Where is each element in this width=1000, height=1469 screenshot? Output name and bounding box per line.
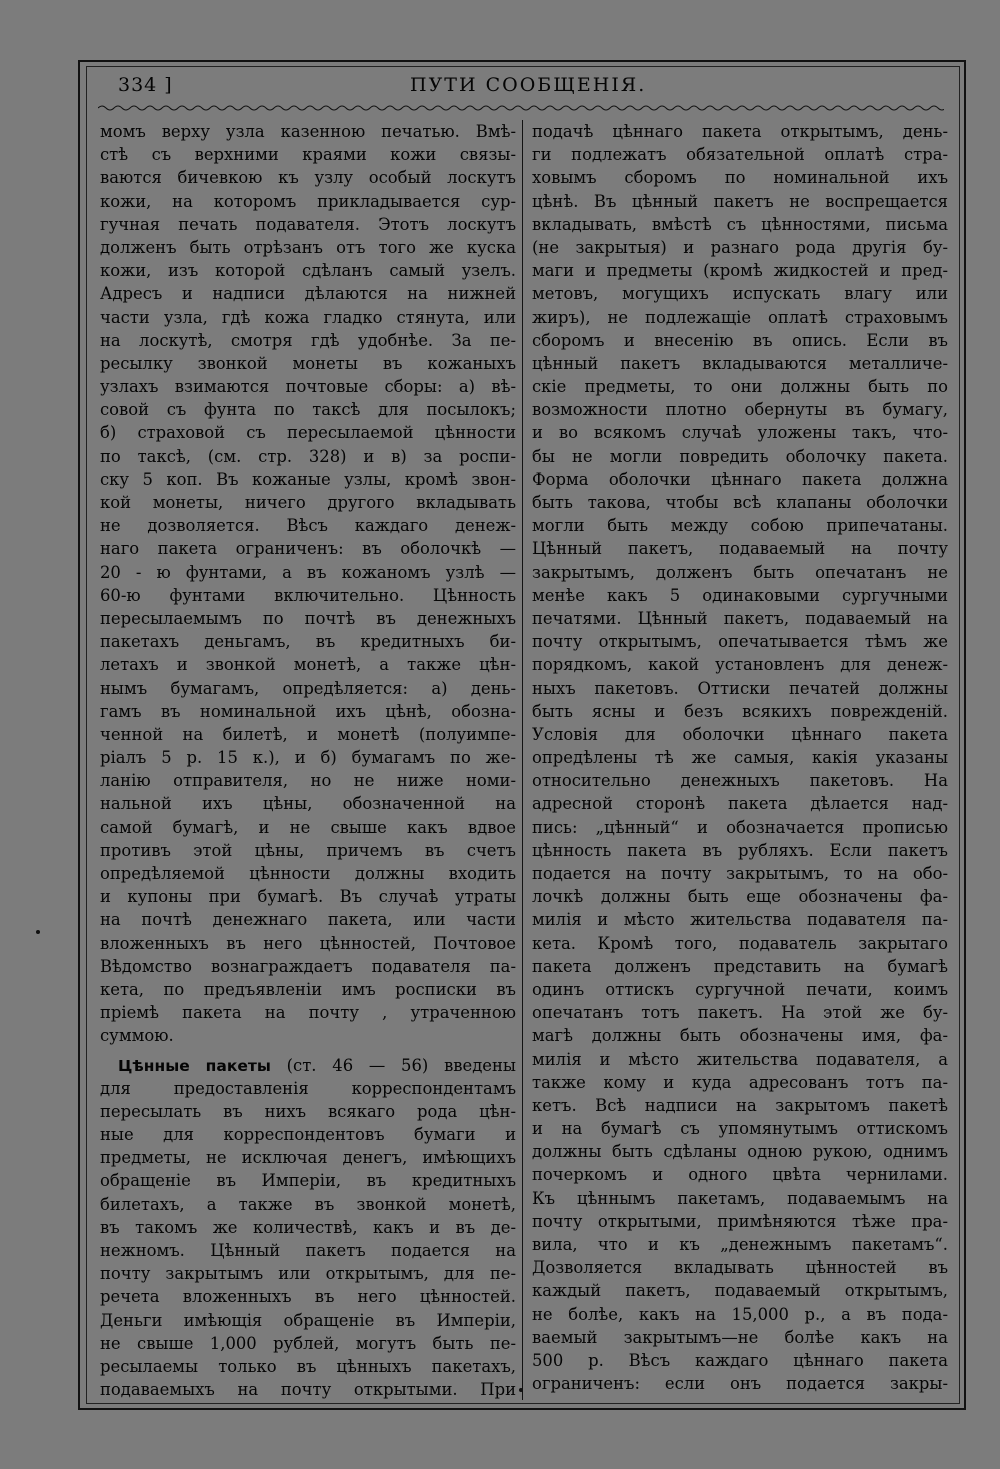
running-header [110,72,940,104]
text-fragment: (ст. 46 — 56) введены [270,1055,516,1075]
speck-mark [36,930,40,934]
text-line: Дозволяется вкладывать цѣнностей въ [532,1258,948,1278]
text-line: въ такомъ же количествѣ, какъ и въ де- [100,1217,516,1237]
text-line: стѣ съ верхними краями кожи связы- [100,145,516,165]
text-line: Вѣдомство вознаграждаетъ подавателя па- [100,956,516,976]
text-line: также кому и куда адресованъ тотъ па- [532,1072,948,1092]
text-line: части узла, гдѣ кожа гладко стянута, или [100,307,516,327]
text-line: ресылаемы только въ цѣнныхъ пакетахъ, [100,1356,516,1376]
text-line: Форма оболочки цѣннаго пакета должна [532,469,948,489]
text-line: пакета долженъ представить на бумагѣ [532,956,948,976]
text-line: ченной на билетѣ, и монетѣ (полуимпе- [100,724,516,744]
text-line: подачѣ цѣннаго пакета открытымъ, день- [532,122,948,141]
text-line: опредѣляемой цѣнности должны входить [100,864,516,883]
text-line: совой съ фунта по таксѣ для посылокъ; [100,400,516,420]
text-line: ховымъ сборомъ по номинальной ихъ [532,168,948,188]
text-line: опредѣлены тѣ же самыя, какія указаны [532,748,948,768]
text-line: милія и мѣсто жительства подавателя, а [532,1049,948,1069]
text-line: пись: „цѣнный“ и обозначается прописью [532,817,948,837]
text-line: жиръ), не подлежащіе оплатѣ страховымъ [532,307,948,327]
text-line: Цѣнный пакетъ, подаваемый на почту [532,539,948,559]
text-line: Условія для оболочки цѣннаго пакета [532,724,948,744]
text-line: цѣнѣ. Въ цѣнный пакетъ не воспрещается [532,191,948,211]
text-line: ваемый закрытымъ—не болѣе какъ на [532,1327,948,1347]
text-line: кой монеты, ничего другого вкладывать [100,493,516,512]
text-line: (не закрытыя) и разнаго рода другія бу- [532,237,948,257]
text-line: не болѣе, какъ на 15,000 р., а въ пода- [532,1304,948,1324]
text-line: на лоскутѣ, смотря гдѣ удобнѣе. За пе- [100,330,516,350]
text-line: на почтѣ денежнаго пакета, или части [100,910,516,930]
text-line: почеркомъ и одного цвѣта чернилами. [532,1165,948,1185]
text-line: ску 5 коп. Въ кожаные узлы, кромѣ звон- [100,469,516,489]
text-line: обращеніе въ Имперіи, въ кредитныхъ [100,1171,516,1191]
text-line: ваются бичевкою къ узлу особый лоскутъ [100,168,516,188]
left-column [100,120,516,1401]
text-line: Деньги имѣющія обращеніе въ Имперіи, [100,1310,516,1330]
running-title: ПУТИ СООБЩЕНІЯ. [410,74,647,96]
page-number: 334 ] [118,74,173,96]
text-line: могли быть между собою припечатаны. [532,516,948,536]
text-line: вкладывать, вмѣстѣ съ цѣнностями, письма [532,214,948,234]
text-line: долженъ быть отрѣзанъ отъ того же куска [100,237,516,257]
text-line: 60-ю фунтами включительно. Цѣнность [100,585,516,605]
text-line: кета. Кромѣ того, подаватель закрытаго [532,933,948,953]
text-line: нальной ихъ цѣны, обозначенной на [100,794,516,814]
text-line: маги и предметы (кромѣ жидкостей и пред- [532,261,948,281]
text-line: пакетахъ деньгамъ, въ кредитныхъ би- [100,632,516,652]
text-line: должны быть сдѣланы одною рукою, однимъ [532,1142,948,1162]
text-line: и купоны при бумагѣ. Въ случаѣ утраты [100,887,516,907]
text-line: 20 - ю фунтами, а въ кожаномъ узлѣ — [100,562,516,582]
text-line: сборомъ и внесенію въ опись. Если въ [532,330,948,350]
text-line: быть такова, чтобы всѣ клапаны оболочки [532,493,948,512]
text-line: кета, по предъявленіи имъ росписки въ [100,979,516,999]
text-line: Къ цѣннымъ пакетамъ, подаваемымъ на [532,1188,948,1208]
text-line: лочкѣ должны быть еще обозначены фа- [532,887,948,907]
text-line: самой бумагѣ, и не свыше какъ вдвое [100,817,516,837]
text-line: ограниченъ: если онъ подается закры- [532,1374,948,1394]
header-wavy-rule [98,104,944,112]
text-line: метовъ, могущихъ испускать влагу или [532,284,948,304]
text-line: суммою. [100,1026,174,1046]
text-line: относительно денежныхъ пакетовъ. На [532,771,948,791]
text-line: милія и мѣсто жительства подавателя па- [532,910,948,930]
text-line: вложенныхъ въ него цѣнностей, Почтовое [100,933,516,953]
text-line: пересылаемымъ по почтѣ въ денежныхъ [100,608,516,628]
speck-mark [519,1388,523,1392]
text-line: нымъ бумагамъ, опредѣляется: а) день- [100,678,516,698]
text-line: пріемѣ пакета на почту , утраченною [100,1003,516,1023]
text-line: ные для корреспондентовъ бумаги и [100,1125,516,1145]
text-line: б) страховой съ пересылаемой цѣнности [100,423,516,443]
right-column [532,120,948,1395]
text-line: опечатанъ тотъ пакетъ. На этой же бу- [532,1003,948,1023]
text-line: печатями. Цѣнный пакетъ, подаваемый на [532,608,948,628]
text-line: менѣе какъ 5 одинаковыми сургучными [532,585,948,605]
text-line: момъ верху узла казенною печатью. Вмѣ- [100,122,516,141]
text-line: нежномъ. Цѣнный пакетъ подается на [100,1241,516,1260]
text-line: цѣнный пакетъ вкладываются металличе- [532,353,948,373]
text-line: по таксѣ, (см. стр. 328) и в) за роспи- [100,446,516,466]
text-line: Адресъ и надписи дѣлаются на нижней [100,284,516,304]
text-line: подается на почту закрытымъ, то на обо- [532,864,948,883]
text-line: противъ этой цѣны, причемъ въ счетъ [100,840,516,860]
text-line: ресылку звонкой монеты въ кожаныхъ [100,353,516,373]
section-term: Цѣнные пакеты [118,1056,271,1075]
text-line: быть ясны и безъ всякихъ поврежденій. [532,701,948,721]
text-line: кожи, на которомъ прикладывается сур- [100,191,516,211]
text-line: закрытымъ, долженъ быть опечатанъ не [532,562,948,582]
text-line: ланію отправителя, но не ниже номи- [100,771,516,791]
text-line: почту закрытымъ или открытымъ, для пе- [100,1264,516,1284]
text-line: одинъ оттискъ сургучной печати, коимъ [532,979,948,999]
text-line: не свыше 1,000 рублей, могутъ быть пе- [100,1333,516,1353]
text-line: магѣ должны быть обозначены имя, фа- [532,1026,948,1046]
text-line: адресной сторонѣ пакета дѣлается над- [532,794,948,814]
text-line: кожи, изъ которой сдѣланъ самый узелъ. [100,261,516,281]
text-line: пересылать въ нихъ всякаго рода цѣн- [100,1101,516,1121]
text-line: узлахъ взимаются почтовые сборы: а) вѣ- [100,377,516,397]
text-line: цѣнность пакета въ рубляхъ. Если пакетъ [532,840,948,860]
text-line: возможности плотно обернуты въ бумагу, [532,400,948,420]
text-line: для предоставленія корреспондентамъ [100,1078,516,1098]
text-line: ріалъ 5 р. 15 к.), и б) бумагамъ по же- [100,748,516,768]
text-line: не дозволяется. Вѣсъ каждаго денеж- [100,516,516,536]
text-line: предметы, не исключая денегъ, имѣющихъ [100,1148,516,1168]
text-line: речета вложенныхъ въ него цѣнностей. [100,1287,516,1307]
text-line: ныхъ пакетовъ. Оттиски печатей должны [532,678,948,698]
text-line: почту открытымъ, опечатывается тѣмъ же [532,632,948,652]
text-line: билетахъ, а также въ звонкой монетѣ, [100,1194,516,1214]
text-line: бы не могли повредить оболочку пакета. [532,446,948,466]
text-line: вила, что и къ „денежнымъ пакетамъ“. [532,1235,948,1254]
column-divider [522,120,523,1400]
text-line: гучная печать подавателя. Этотъ лоскутъ [100,214,516,234]
text-line: скіе предметы, то они должны быть по [532,377,948,397]
text-line: летахъ и звонкой монетѣ, а также цѣн- [100,655,516,675]
text-line: порядкомъ, какой установленъ для денеж- [532,655,948,675]
text-line: почту открытыми, примѣняются тѣже пра- [532,1211,948,1231]
text-line: и во всякомъ случаѣ уложены такъ, что- [532,423,948,443]
text-line [100,1054,516,1077]
text-line: каждый пакетъ, подаваемый открытымъ, [532,1281,948,1301]
text-line: 500 р. Вѣсъ каждаго цѣннаго пакета [532,1350,948,1370]
text-line: подаваемыхъ на почту открытыми. При [100,1380,516,1400]
text-line: кетъ. Всѣ надписи на закрытомъ пакетѣ [532,1095,948,1115]
text-line: гамъ въ номинальной ихъ цѣнѣ, обозна- [100,701,516,721]
text-line: наго пакета ограниченъ: въ оболочкѣ — [100,539,516,559]
text-line: ги подлежатъ обязательной оплатѣ стра- [532,145,948,165]
text-line: и на бумагѣ съ упомянутымъ оттискомъ [532,1119,948,1139]
